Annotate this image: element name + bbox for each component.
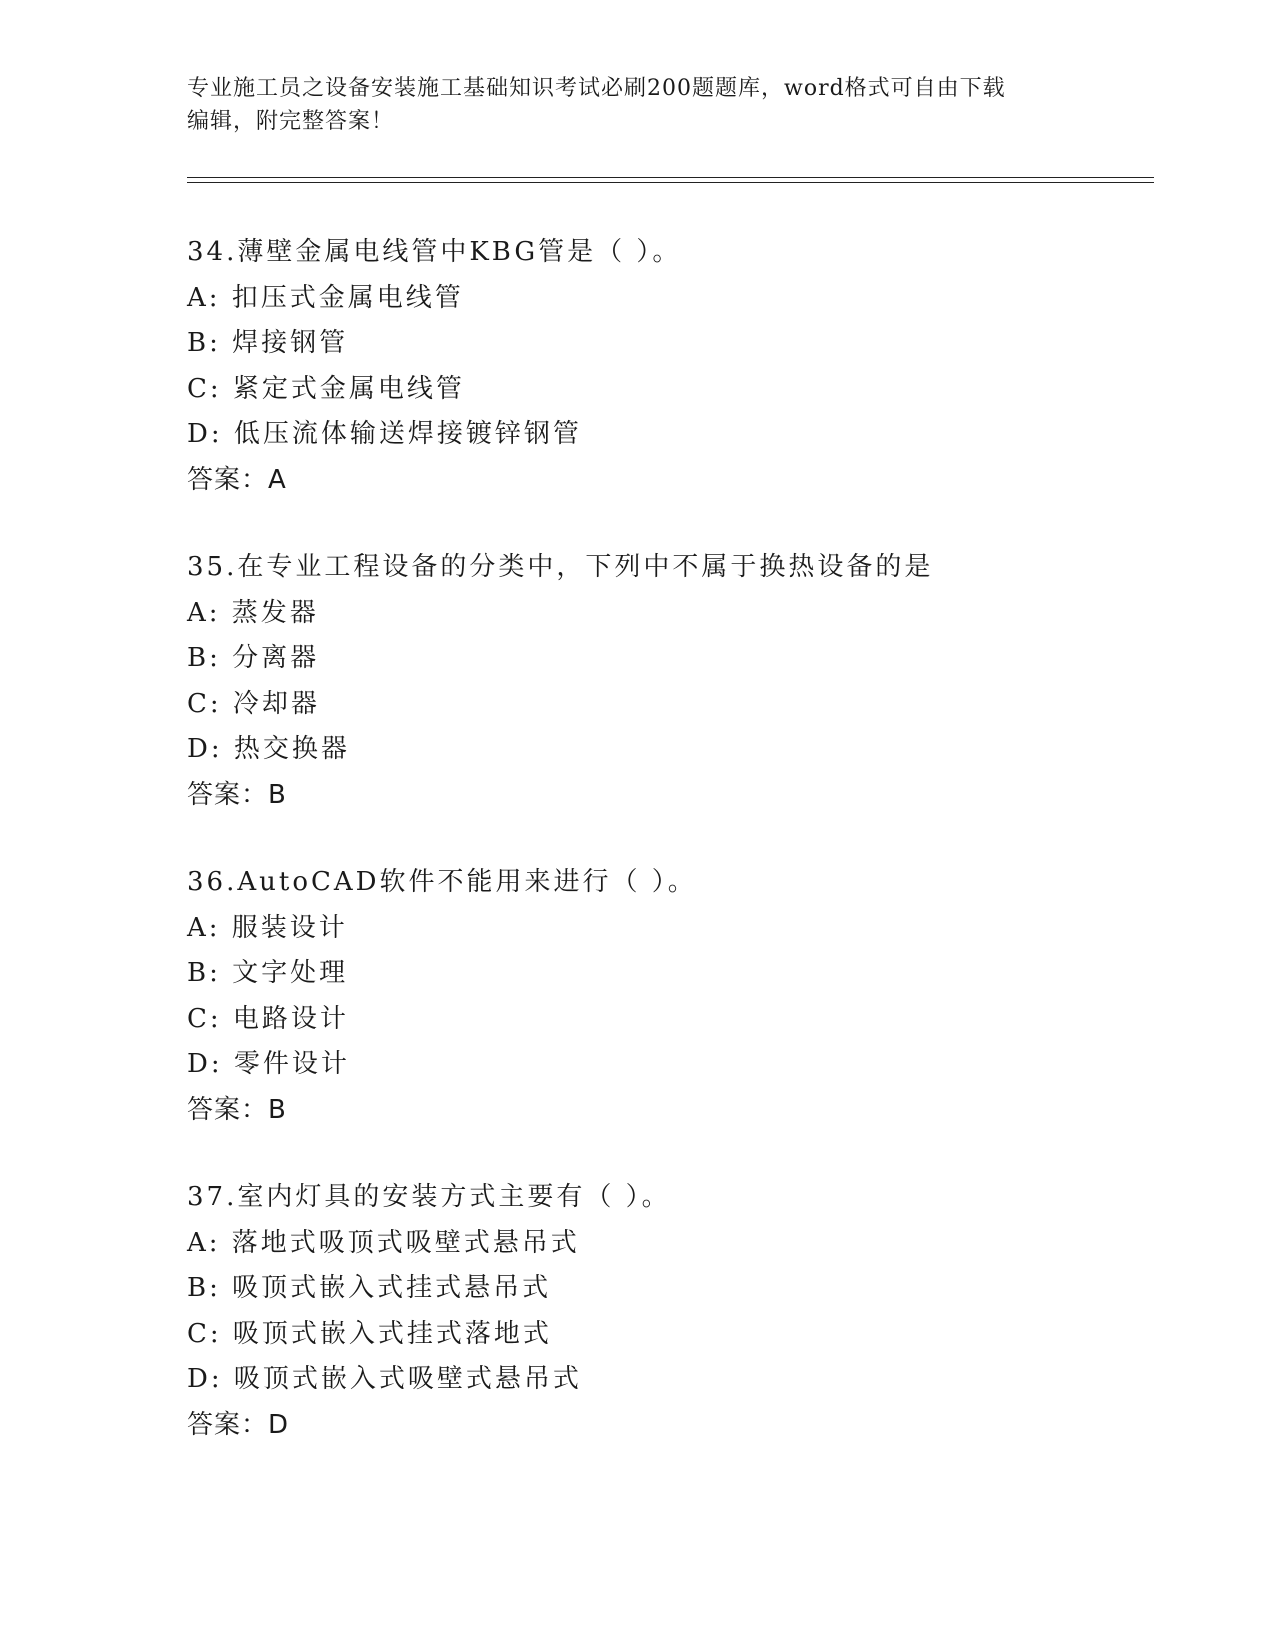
header-line-2: 编辑，附完整答案！ [187,109,395,134]
answer: 答案：D [187,1409,290,1440]
option-b: B: 文字处理 [187,958,349,988]
option-c: C: 吸顶式嵌入式挂式落地式 [187,1318,552,1349]
option-a: A: 蒸发器 [187,597,319,628]
question-37 [187,1175,1137,1448]
answer: 答案：A [187,464,287,495]
question-36 [187,860,1137,1133]
question-34 [187,230,1137,503]
option-d: D: 低压流体输送焊接镀锌钢管 [187,419,582,449]
option-c: C: 电路设计 [187,1003,349,1034]
document-header [187,72,1087,138]
option-a: A: 扣压式金属电线管 [187,282,464,313]
question-list [187,230,1137,1490]
option-d: D: 吸顶式嵌入式吸壁式悬吊式 [187,1364,582,1394]
option-d: D: 零件设计 [187,1049,350,1079]
option-b: B: 分离器 [187,643,320,673]
question-35 [187,545,1137,818]
option-c: C: 紧定式金属电线管 [187,373,465,404]
answer: 答案：B [187,779,287,810]
header-divider [187,177,1154,183]
question-stem: 35.在专业工程设备的分类中，下列中不属于换热设备的是 [187,552,934,582]
option-c: C: 冷却器 [187,688,320,719]
option-a: A: 服装设计 [187,912,348,943]
header-line-1: 专业施工员之设备安装施工基础知识考试必刷200题题库，word格式可自由下载 [187,76,1006,101]
option-a: A: 落地式吸顶式吸壁式悬吊式 [187,1227,580,1258]
question-stem: 37.室内灯具的安装方式主要有（ ）。 [187,1182,671,1212]
option-d: D: 热交换器 [187,734,350,764]
option-b: B: 吸顶式嵌入式挂式悬吊式 [187,1273,552,1303]
question-stem: 36.AutoCAD软件不能用来进行（ ）。 [187,867,697,897]
answer: 答案：B [187,1094,287,1125]
option-b: B: 焊接钢管 [187,328,349,358]
question-stem: 34.薄壁金属电线管中KBG管是（ ）。 [187,237,682,267]
